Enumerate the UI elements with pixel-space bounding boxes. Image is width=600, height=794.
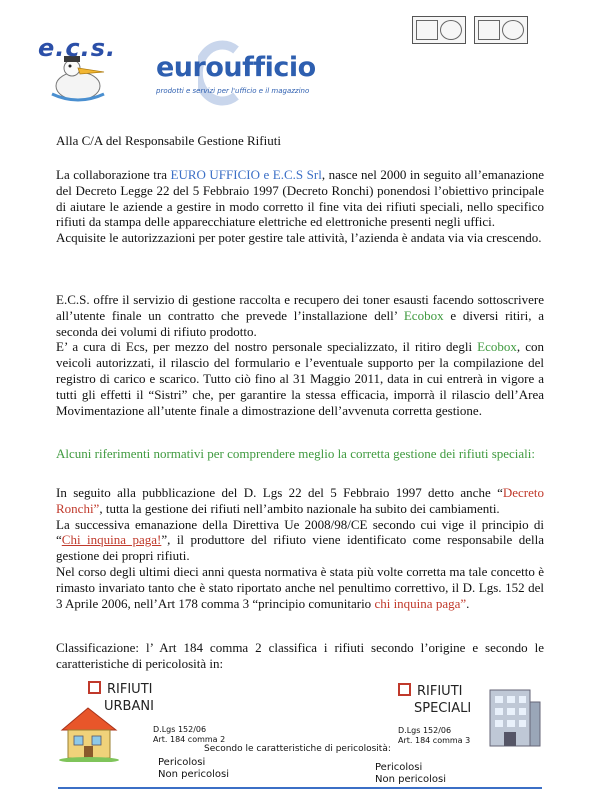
speciali-category: [398, 683, 462, 699]
ecs-logo-text: e.c.s.: [38, 34, 117, 62]
house-icon: [58, 702, 120, 762]
addressee-line: Alla C/A del Responsabile Gestione Rifiuti: [56, 133, 281, 148]
certification-badge-1: [412, 16, 466, 44]
ecobox-term-2: Ecobox: [477, 339, 517, 355]
urbani-label-2: URBANI: [104, 699, 154, 714]
speciali-non-pericolosi: Non pericolosi: [375, 774, 447, 785]
speciali-pericolosi: Pericolosi: [375, 762, 423, 773]
urbani-label-1: RIFIUTI: [107, 682, 153, 697]
checkbox-square-icon: [88, 681, 101, 694]
footer-divider: [58, 787, 542, 789]
chi-inquina-paga-term: Chi inquina paga!: [61, 532, 162, 548]
speciali-label-2: SPECIALI: [414, 701, 472, 716]
p3-text-3: La successiva emanazione della Direttiva Ue 2008/98/CE secondo cui vige il principio di “: [56, 516, 544, 548]
euroufficio-logo: [150, 40, 330, 108]
urbani-ref-law: D.Lgs 152/06: [153, 725, 207, 734]
urbani-reference: [153, 725, 225, 745]
speciali-ref-article: Art. 184 comma 3: [398, 736, 471, 745]
p3-text-4: ”, il produttore del rifiuto viene identificato come responsabile della gestione dei propri rifiuti.: [56, 532, 544, 564]
ecs-logo: [38, 34, 134, 106]
speciali-danger-classes: [375, 762, 446, 786]
p1-text-3: Acquisite le autorizzazioni per poter gestire tale attività, l’azienda è andata via via crescendo.: [56, 230, 542, 246]
urbani-pericolosi: Pericolosi: [158, 757, 206, 768]
p3-text-1: In seguito alla pubblicazione del D. Lgs 22 del 5 Febbraio 1997 detto anche “: [56, 485, 503, 500]
danger-subheading: Secondo le caratteristiche di pericolosità:: [204, 744, 391, 754]
speciali-ref-law: D.Lgs 152/06: [398, 726, 452, 735]
office-building-icon: [484, 686, 542, 748]
decreto-ronchi-term: Decreto Ronchi”: [56, 485, 544, 516]
p2-text-2: e diversi ritiri, a seconda dei volumi di rifiuto prodotto.: [56, 307, 545, 339]
p2-text-4: , con veicoli autorizzati, il rilascio del formulario e l’eventuale supporto per la compilazione del registro di carico e scarico. Tutto ciò fino al 31 Maggio 2011, data in cui entrerà in vigore a tutti gli effetti il “Sistri” che, per garantire la stessa efficacia, imporrà il rilascio dell’Area Movimentazione all’utente finale a dimostrazione dell’avvenuta corretta gestione.: [56, 339, 544, 418]
p3-text-5: Nel corso degli ultimi dieci anni questa normativa è stata più volte corretta ma tale concetto è rimasto invariato tanto che è stato riportato anche nel penultimo correttivo, il D. Lgs. 152 del 3 Aprile 2006, nell’Art 178 comma 3 “principio comunitario: [56, 563, 544, 611]
intro-paragraph: [56, 167, 544, 246]
service-paragraph: [56, 292, 544, 418]
certification-mark-icon: [416, 20, 438, 40]
p1-text-2: , nasce nel 2000 in seguito all’emanazione del Decreto Legge 22 del 5 Febbraio 1997 (Decreto Ronchi) ponendosi l’obiettivo principale di aiutare le aziende a gestire in modo corretto il fine vita dei rifiuti speciali, nello specifico rifiuti da stampa delle apparecchiature elettriche ed elettroniche presenti negli uffici.: [56, 167, 545, 230]
urbani-non-pericolosi: Non pericolosi: [158, 769, 230, 780]
ecobox-term-1: Ecobox: [403, 307, 444, 323]
p3-text-2: , tutta la gestione dei rifiuti nell’ambito nazionale ha subito dei cambiamenti.: [99, 500, 500, 516]
certification-seal-icon: [440, 20, 462, 40]
p2-text-1: E.C.S. offre il servizio di gestione raccolta e recupero dei toner esausti facendo sottoscrivere all’utente finale un contratto che prevede l’installazione dell’: [56, 292, 544, 323]
p2-text-3: E’ a cura di Ecs, per mezzo del nostro personale specializzato, il ritiro degli: [56, 339, 478, 355]
companies-name: EURO UFFICIO e E.C.S Srl: [170, 167, 322, 182]
section-heading: Alcuni riferimenti normativi per comprendere meglio la corretta gestione dei rifiuti speciali:: [56, 446, 536, 461]
euroufficio-tagline: prodotti e servizi per l'ufficio e il magazzino: [156, 87, 310, 95]
urbani-ref-article: Art. 184 comma 2: [153, 735, 226, 744]
urbani-category: [88, 681, 152, 697]
speciali-reference: [398, 726, 470, 746]
chi-inquina-paga-quote: chi inquina paga”: [374, 595, 467, 611]
certification-badge-2: [474, 16, 528, 44]
classification-paragraph: Classificazione: l’ Art 184 comma 2 classifica i rifiuti secondo l’origine e secondo le caratteristiche di pericolosità in:: [56, 640, 544, 671]
regulations-paragraph: [56, 485, 544, 611]
p3-text-6: .: [466, 595, 470, 611]
urbani-danger-classes: [158, 757, 229, 781]
certification-mark-icon: [478, 20, 500, 40]
checkbox-square-icon: [398, 683, 411, 696]
speciali-label-1: RIFIUTI: [417, 684, 463, 699]
certification-seal-icon: [502, 20, 524, 40]
p1-text-1: La collaborazione tra: [56, 167, 171, 182]
euroufficio-logo-text: euroufficio: [156, 52, 316, 83]
